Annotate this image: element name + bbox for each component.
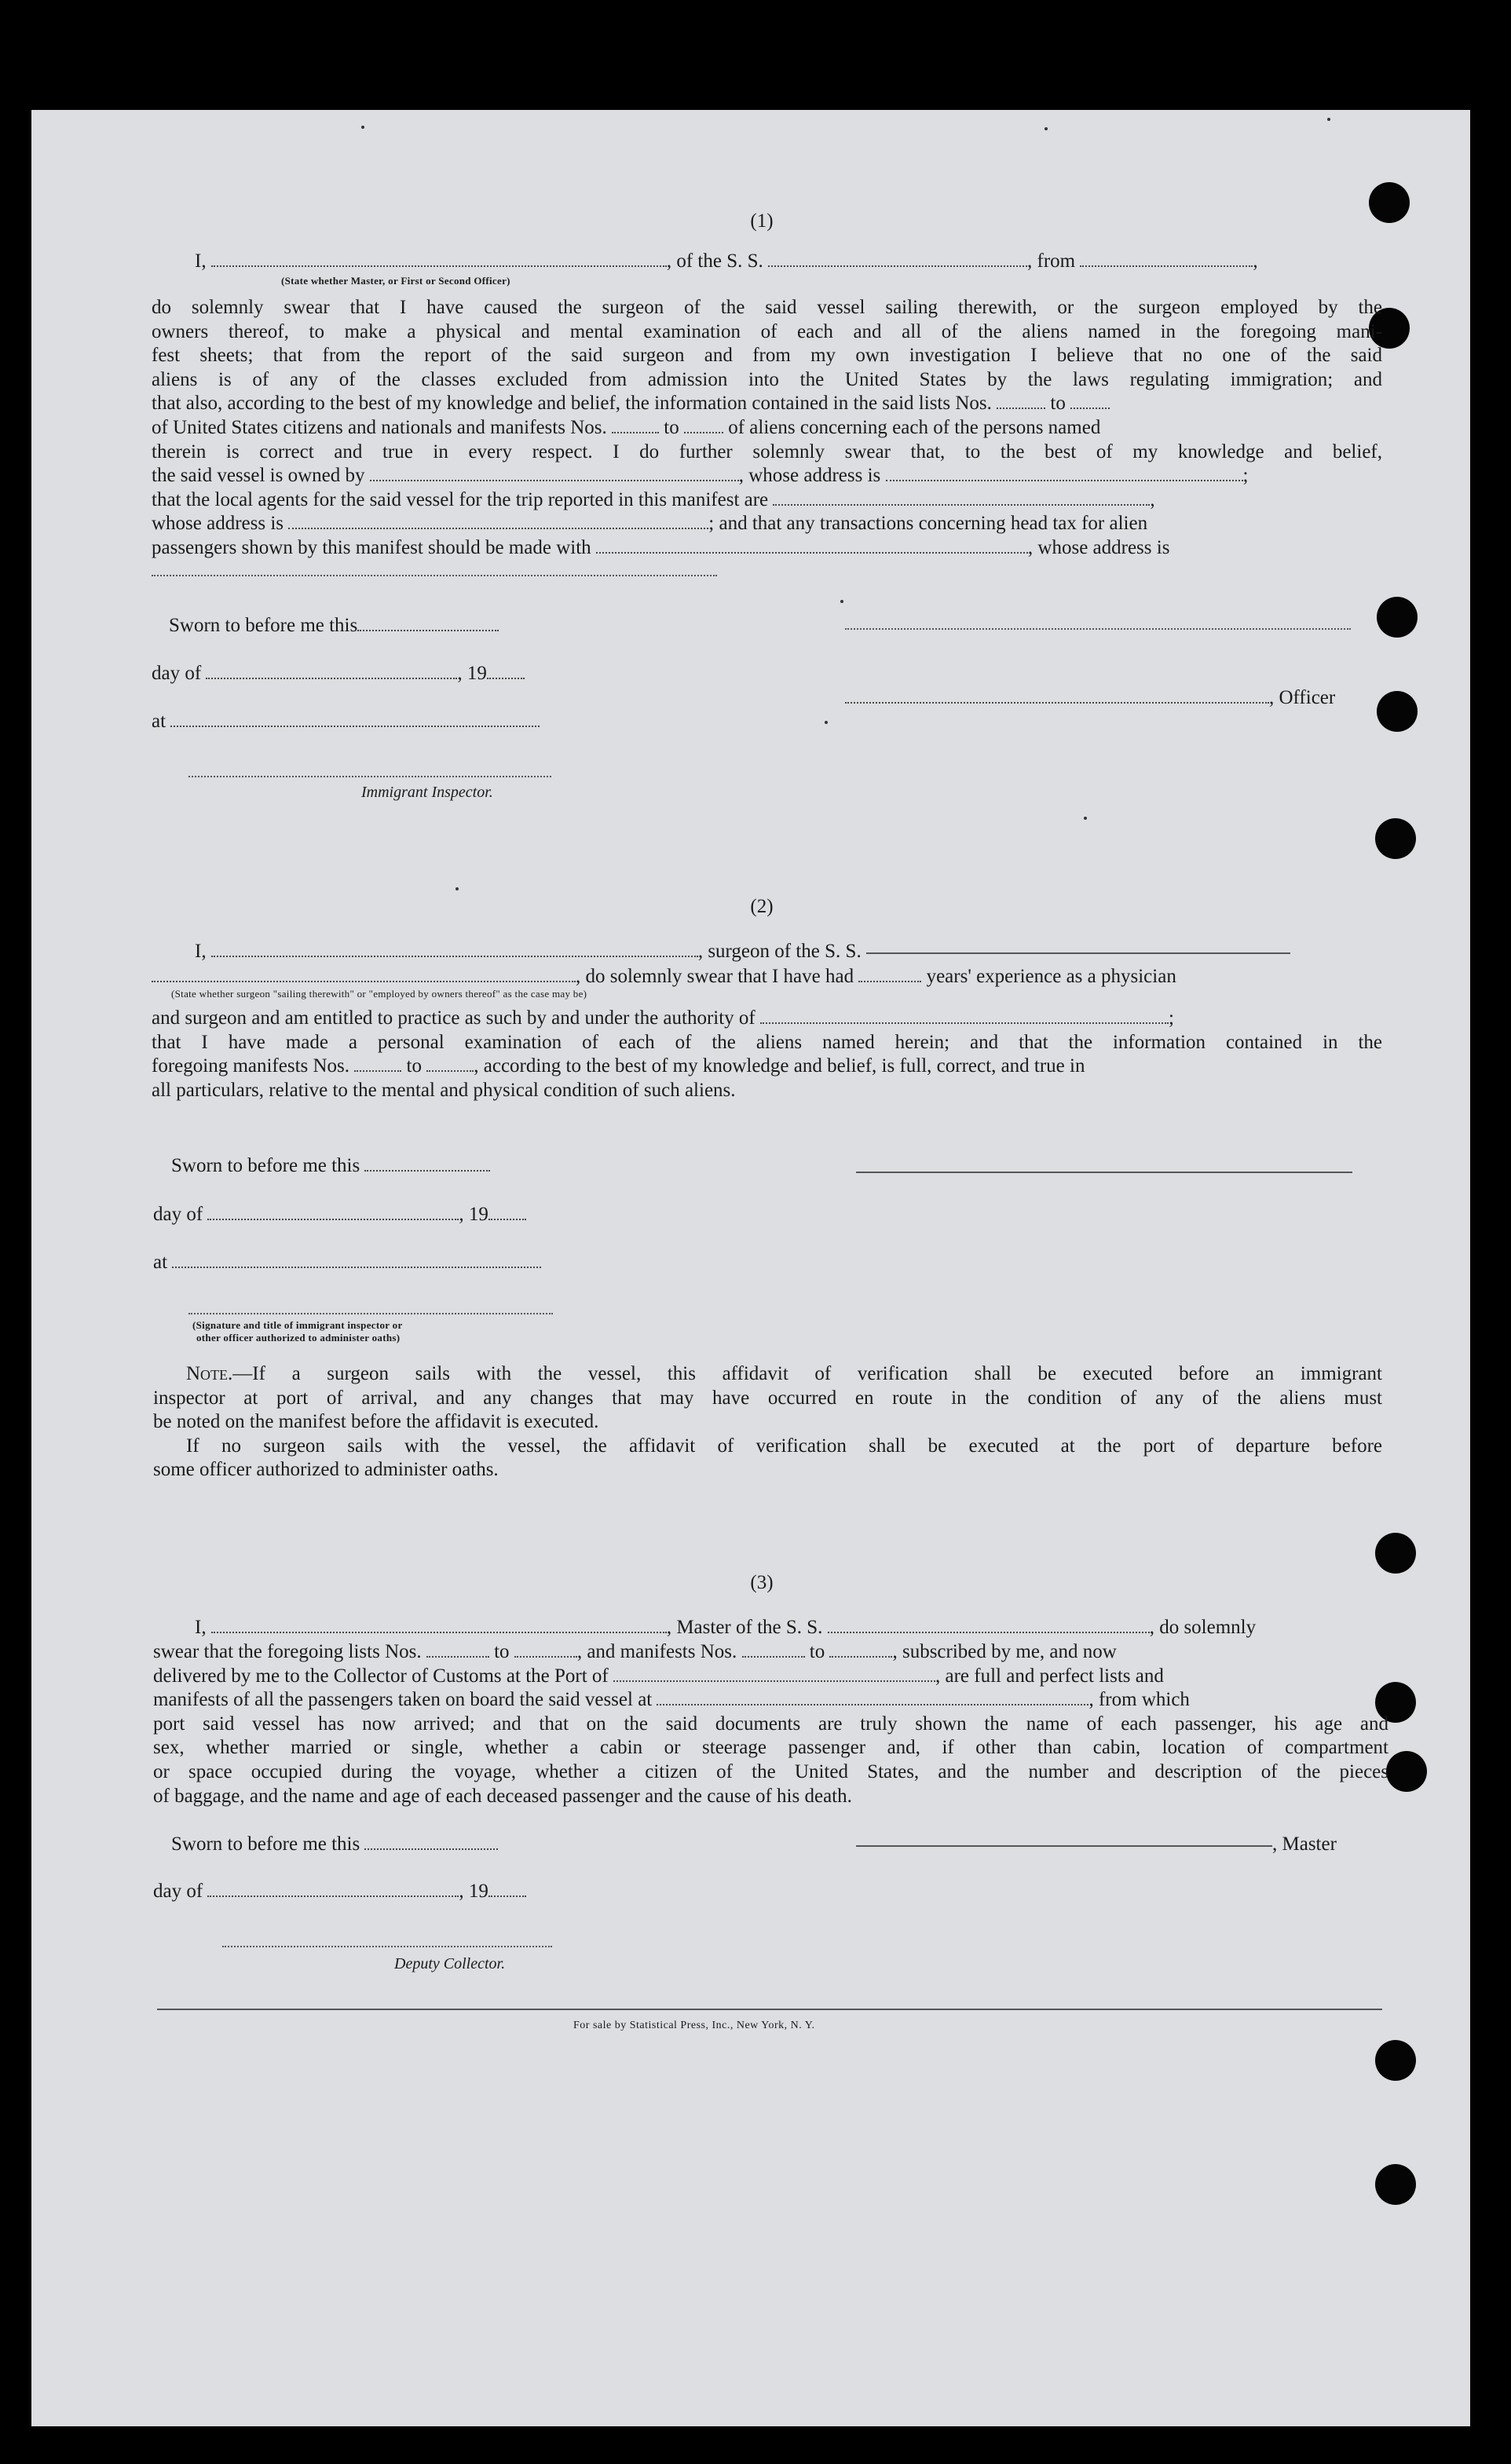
lists-to-field[interactable] xyxy=(1070,393,1110,409)
scan-speck xyxy=(1327,118,1330,121)
lists-from-field[interactable] xyxy=(997,393,1045,409)
section-1-number: (1) xyxy=(750,210,774,232)
punch-hole xyxy=(1375,1533,1416,1574)
scan-speck xyxy=(455,887,459,890)
s3-day-field[interactable] xyxy=(207,1881,459,1897)
s1-officer-line: , Officer xyxy=(845,686,1335,710)
punch-hole xyxy=(1369,182,1410,223)
punch-hole xyxy=(1375,818,1416,859)
s1-sworn: Sworn to before me this xyxy=(169,614,499,638)
s3-line-1: I, , Master of the S. S. , do solemnly xyxy=(195,1617,1257,1638)
s2-sworn: Sworn to before me this xyxy=(171,1154,490,1178)
section-2-number: (2) xyxy=(750,896,774,917)
s1-place-field[interactable] xyxy=(170,711,540,727)
s1-day-field[interactable] xyxy=(206,664,457,679)
scan-speck xyxy=(825,721,828,724)
owner-address-field[interactable] xyxy=(886,466,1243,481)
s3-embark-port-field[interactable] xyxy=(657,1690,1088,1705)
footer-rule xyxy=(157,2009,1382,2010)
manifests-to-field[interactable] xyxy=(684,418,723,433)
surgeon-type-field[interactable] xyxy=(152,967,576,982)
authority-field[interactable] xyxy=(760,1008,1169,1024)
s3-master-line: , Master xyxy=(856,1833,1337,1856)
s1-inspector-title: Immigrant Inspector. xyxy=(361,784,493,801)
agents-address-field[interactable] xyxy=(288,514,708,529)
manifests-from-field[interactable] xyxy=(612,418,659,433)
punch-hole xyxy=(1386,1751,1427,1792)
s1-body: do solemnly swear that I have caused the surgeon of the said vessel sailing therewith, or the surgeon employed by the owners thereof, to make a physical and mental examination of each and all of the aliens named in the foregoing mani- fest sheets; that from the report of the said surgeon and from my own investigation I believe that no one of the said aliens is of any of the classes excluded from admission into the United States by the laws regulating immigration; and that also, according to the best of my knowledge and belief, the information contained in the said lists Nos. to of United States citizens and nationals and manifests Nos. to of aliens concerning each of the persons named therein is correct and true in every respect. I do further solemnly swear that, to the best of my knowledge and belief, the said vessel is owned by , whose address is ; that the local agents for the said vessel for the trip reported in this manifest are , whose address is ; and that any transactions concerning head tax for alien passengers shown by this manifest should be made with , whose address is xyxy=(152,297,1382,558)
s2-line-1: I, , surgeon of the S. S. xyxy=(195,940,1382,963)
printer-credit: For sale by Statistical Press, Inc., New York, N. Y. xyxy=(573,2020,815,2031)
s1-officer-signature-a[interactable] xyxy=(845,628,1351,630)
scan-speck xyxy=(840,600,843,603)
s2-day-field[interactable] xyxy=(207,1205,459,1220)
owner-field[interactable] xyxy=(370,466,739,481)
affidavit-form-page xyxy=(31,110,1470,2426)
s2-manifests-from-field[interactable] xyxy=(354,1056,401,1072)
s1-sworn-date-field[interactable] xyxy=(357,616,499,631)
s2-sig-note-2: other officer authorized to administer oaths) xyxy=(196,1332,401,1344)
s2-inspector-signature-field[interactable] xyxy=(188,1313,553,1314)
s3-body: swear that the foregoing lists Nos. to , and manifests Nos. to , subscribed by me, and now delivered by me to the Collector of Customs at the Port of , are full and perfect lists and manifests of all the passengers taken on board the said vessel at , from which port said vessel has now arrived; and that on the said documents are truly shown the name of each passenger, his age and sex, whether married or single, whether a cabin or steerage passenger and, if other than cabin, location of compartment or space occupied during the voyage, whether a citizen of the United States, and the number and description of the pieces of baggage, and the name and age of each deceased passenger and the cause of his death. xyxy=(153,1641,1388,1807)
head-tax-address-field[interactable] xyxy=(152,575,717,576)
s1-year-field[interactable] xyxy=(487,664,525,679)
s2-year-field[interactable] xyxy=(488,1205,526,1220)
punch-hole xyxy=(1375,2040,1416,2081)
s1-day-of: day of , 19 xyxy=(152,662,525,685)
s1-inspector-signature-field[interactable] xyxy=(188,776,551,777)
port-from-field[interactable] xyxy=(1080,251,1253,267)
s2-day-of: day of , 19 xyxy=(153,1203,526,1227)
scan-speck xyxy=(1045,127,1048,130)
punch-hole xyxy=(1375,2164,1416,2205)
s3-sworn-date-field[interactable] xyxy=(364,1834,498,1850)
s2-surgeon-signature-field[interactable] xyxy=(856,1172,1352,1173)
s3-deputy-signature-field[interactable] xyxy=(222,1946,552,1947)
s3-manifests-to-field[interactable] xyxy=(829,1642,892,1658)
scan-speck xyxy=(361,126,364,129)
local-agents-field[interactable] xyxy=(773,490,1150,506)
s3-manifests-from-field[interactable] xyxy=(742,1642,805,1658)
s1-officer-signature-field[interactable] xyxy=(845,688,1269,704)
s2-sworn-date-field[interactable] xyxy=(364,1156,490,1172)
s2-line-2: , do solemnly swear that I have had years' experience as a physician xyxy=(152,965,1382,989)
officer-name-field[interactable] xyxy=(211,251,667,267)
s3-lists-to-field[interactable] xyxy=(514,1642,577,1658)
head-tax-party-field[interactable] xyxy=(596,538,1028,554)
s2-place-field[interactable] xyxy=(172,1252,541,1268)
vessel-name-field[interactable] xyxy=(768,251,1027,267)
officer-note: (State whether Master, or First or Second Officer) xyxy=(281,275,510,287)
s3-lists-from-field[interactable] xyxy=(426,1642,489,1658)
s3-vessel-field[interactable] xyxy=(828,1618,1150,1633)
s1-line-1: I, , of the S. S. , from , xyxy=(195,250,1258,272)
punch-hole xyxy=(1377,597,1418,638)
s2-sig-note-1: (Signature and title of immigrant inspector or xyxy=(192,1319,403,1331)
s3-year-field[interactable] xyxy=(488,1881,526,1897)
s3-sworn: Sworn to before me this xyxy=(171,1833,498,1856)
s3-master-signature-field[interactable] xyxy=(856,1844,1272,1847)
s1-at: at xyxy=(152,710,540,733)
s2-at: at xyxy=(153,1251,541,1274)
surgeon-name-field[interactable] xyxy=(211,941,698,957)
s2-body: and surgeon and am entitled to practice as such by and under the authority of ; that I have made a personal examination of each of the aliens named herein; and that the information contained in the foregoing manifests Nos. to , according to the best of my knowledge and belief, is full, correct, and true in all particulars, relative to the mental and physical condition of such aliens. xyxy=(152,1007,1382,1101)
s3-port-field[interactable] xyxy=(613,1666,935,1682)
section-3-number: (3) xyxy=(750,1572,774,1593)
years-field[interactable] xyxy=(858,967,921,982)
s2-note: Note.—If a surgeon sails with the vessel, this affidavit of verification shall be executed before an immigrant inspector at port of arrival, and any changes that may have occurred en route in the condition of any of the aliens must be noted on the manifest before the affidavit is executed. If no surgeon sails with the vessel, the affidavit of verification shall be executed at the port of departure before some officer authorized to administer oaths. xyxy=(153,1363,1382,1481)
scan-speck xyxy=(1084,817,1087,820)
s3-deputy-title: Deputy Collector. xyxy=(394,1955,506,1972)
s2-manifests-to-field[interactable] xyxy=(426,1056,474,1072)
punch-hole xyxy=(1377,691,1418,732)
master-name-field[interactable] xyxy=(211,1618,667,1633)
s3-day-of: day of , 19 xyxy=(153,1880,526,1903)
surgeon-note: (State whether surgeon "sailing therewith" or "employed by owners thereof" as the case may be) xyxy=(171,988,587,1000)
